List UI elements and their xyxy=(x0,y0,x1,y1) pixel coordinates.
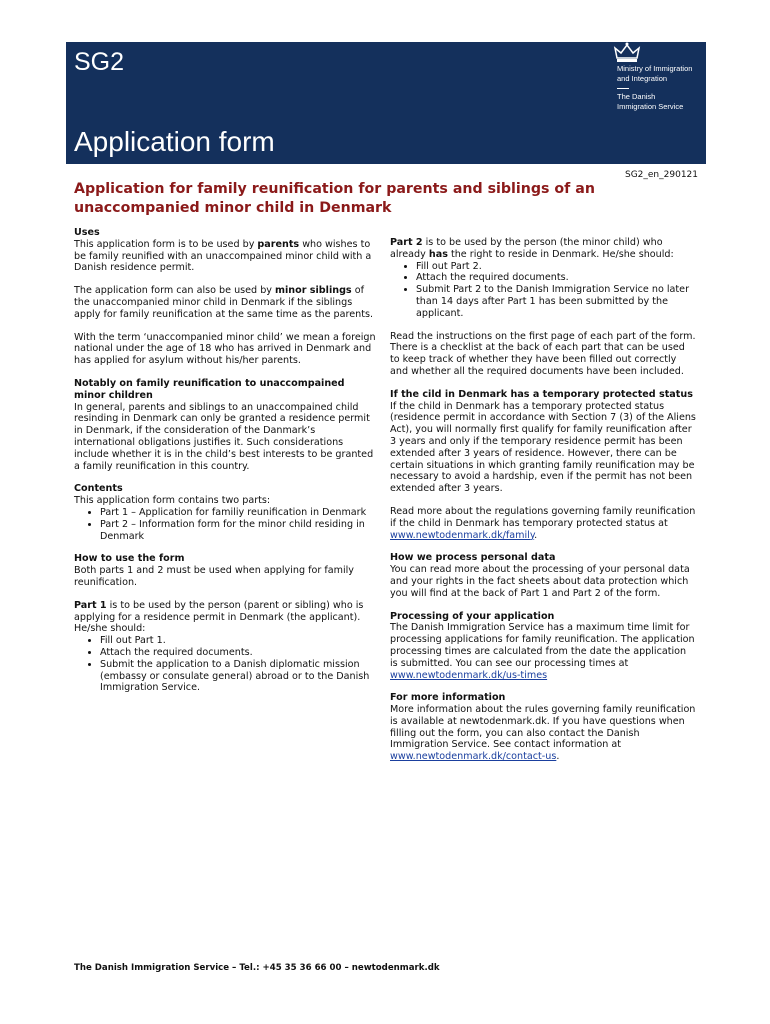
more-info-paragraph: More information about the rules governing family reunification is available at newtodenmark.dk. If you have questions when filling out the form, you can also contact the Danish Immigration Service. See contact information at www.newtodenmark.dk/contact-us. xyxy=(390,704,696,763)
list-item: • Part 1 – Application for familiy reunification in Denmark xyxy=(100,507,376,519)
list-item: • Fill out Part 2. xyxy=(416,261,696,273)
temporary-status-heading: If the cild in Denmark has a temporary protected status xyxy=(390,388,693,400)
uses-paragraph-1: This application form is to be used by parents who wishes to be family reunified with an unaccompained minor child with a Danish residence permit. xyxy=(74,238,372,274)
personal-data-heading: How we process personal data xyxy=(390,552,556,564)
contents-list xyxy=(74,507,376,542)
right-column xyxy=(390,237,696,774)
temporary-status-paragraph: If the child in Denmark has a temporary protected status (residence permit in accordance with Section 7 (3) of the Aliens Act), you will normally first qualify for family reunification after 3 years and only if the temporary residence permit has been extended after 3 years of residence. However, there can be certain situations in which granting family reunification may be necessary to avoid a hardship, even if the permit has not been extended after 3 years. xyxy=(390,400,696,495)
uses-paragraph-2: The application form can also be used by minor siblings of the unaccompanied minor child in Denmark if the siblings apply for family reunification at the same time as the parents. xyxy=(74,285,374,320)
list-item: • Fill out Part 1. xyxy=(100,635,376,647)
page-footer: The Danish Immigration Service – Tel.: +45 35 36 66 00 – newtodenmark.dk xyxy=(74,963,440,973)
notably-heading: Notably on family reunification to unaccompained minor children xyxy=(74,377,345,401)
form-code: SG2 xyxy=(74,48,125,76)
read-more-paragraph: Read more about the regulations governing family reunification if the child in Denmark has temporary protected status at www.newtodenmark.dk/family. xyxy=(390,505,696,541)
us-times-link[interactable]: www.newtodenmark.dk/us-times xyxy=(390,669,548,681)
howto-paragraph: Both parts 1 and 2 must be used when applying for family reunification. xyxy=(74,565,354,588)
family-link[interactable]: www.newtodenmark.dk/family xyxy=(390,529,535,541)
crown-icon xyxy=(613,42,641,64)
list-item: • Part 2 – Information form for the minor child residing in Denmark xyxy=(100,519,376,543)
personal-data-paragraph: You can read more about the processing of your personal data and your rights in the fact sheets about data protection which you will find at the back of Part 1 and Part 2 of the form. xyxy=(390,564,690,599)
header-banner xyxy=(66,42,706,164)
contact-link[interactable]: www.newtodenmark.dk/contact-us xyxy=(390,751,557,763)
part2-paragraph: Part 2 is to be used by the person (the minor child) who already has the right to reside in Denmark. He/she should: xyxy=(390,237,674,260)
more-info-heading: For more information xyxy=(390,692,506,704)
logo-divider xyxy=(617,88,629,89)
contents-heading: Contents xyxy=(74,483,123,495)
contents-intro: This application form contains two parts: xyxy=(74,495,271,507)
part1-list xyxy=(74,635,376,694)
form-title: Application form xyxy=(74,126,275,157)
uses-paragraph-3: With the term ‘unaccompanied minor child’ we mean a foreign national under the age of 18 who has arrived in Denmark and has applied for asylum without his/her parents. xyxy=(74,331,376,367)
document-reference: SG2_en_290121 xyxy=(624,170,698,180)
part2-list xyxy=(390,261,696,320)
processing-paragraph: The Danish Immigration Service has a maximum time limit for processing applications for family reunification. The application processing times are calculated from the date the application is submitted. You can see our processing times at www.newtodenmark.dk/us-times xyxy=(390,622,695,681)
list-item: • Submit the application to a Danish diplomatic mission (embassy or consulate general) abroad or to the Danish Immigration Service. xyxy=(100,659,376,694)
agency-name: The Danish Immigration Service xyxy=(617,92,684,111)
left-column xyxy=(74,227,376,705)
list-item: • Attach the required documents. xyxy=(416,272,696,284)
page-title: Application for family reunification for parents and siblings of an unaccompanied minor child in Denmark xyxy=(74,181,595,216)
ministry-logo-text xyxy=(617,64,707,112)
part1-paragraph: Part 1 is to be used by the person (parent or sibling) who is applying for a residence permit in Denmark (the applicant). He/she should: xyxy=(74,599,364,635)
ministry-name: Ministry of Immigration and Integration xyxy=(617,64,693,83)
processing-heading: Processing of your application xyxy=(390,610,555,622)
uses-heading: Uses xyxy=(74,227,100,238)
list-item: • Attach the required documents. xyxy=(100,647,376,659)
instructions-paragraph: Read the instructions on the first page of each part of the form. There is a checklist at the back of each part that can be used to keep track of whether they have been filled out correctly and whether all the required documents have been included. xyxy=(390,330,696,377)
list-item: • Submit Part 2 to the Danish Immigration Service no later than 14 days after Part 1 has been submitted by the applicant. xyxy=(416,284,696,319)
howto-heading: How to use the form xyxy=(74,553,185,565)
notably-paragraph: In general, parents and siblings to an unaccompained child resinding in Denmark can only be granted a residence permit in Denmark, if the consideration of the Danmark’s international obligations justifies it. Such considerations include whether it is in the child’s best interests to be granted a family reunification in this country. xyxy=(74,401,374,472)
